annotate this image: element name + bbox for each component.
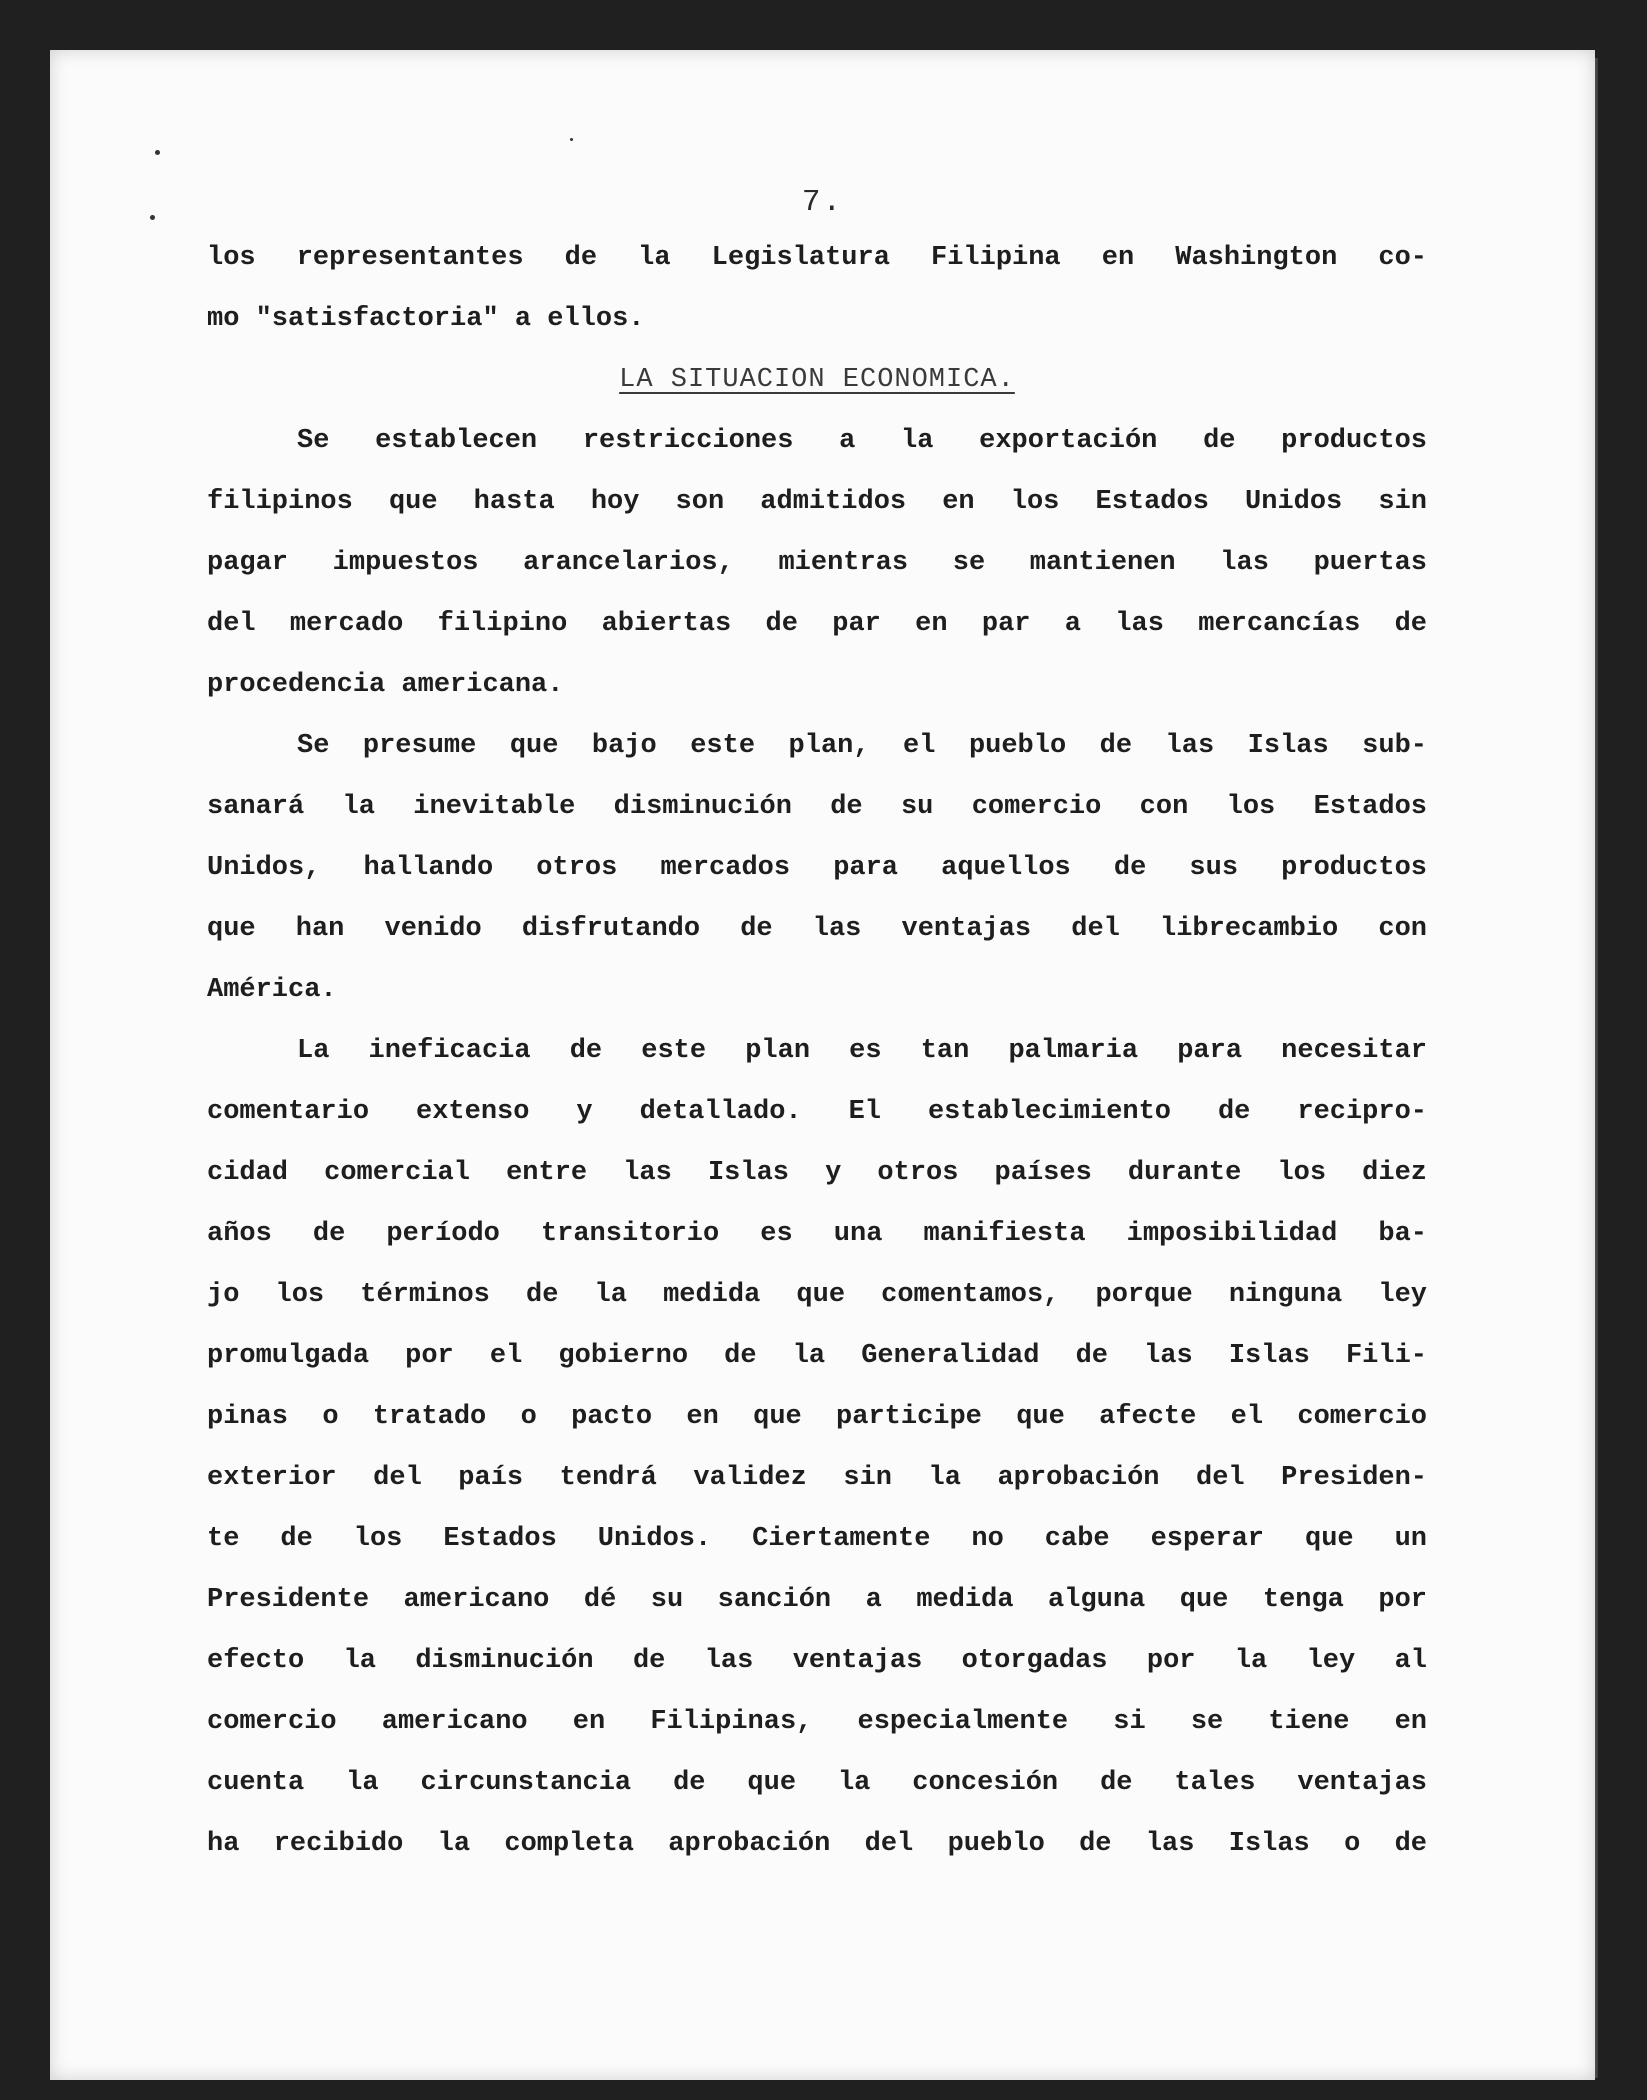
text-line: Presidente americano dé su sanción a medida alguna que tenga por [207, 1585, 1427, 1615]
text-line: Unidos, hallando otros mercados para aquellos de sus productos [207, 853, 1427, 883]
text-line: exterior del país tendrá validez sin la aprobación del Presiden- [207, 1463, 1427, 1493]
text-line: ha recibido la completa aprobación del pueblo de las Islas o de [207, 1829, 1427, 1859]
text-line: Se presume que bajo este plan, el pueblo de las Islas sub- [297, 731, 1427, 761]
body-text [207, 228, 1427, 1875]
text-line: comercio americano en Filipinas, especialmente si se tiene en [207, 1707, 1427, 1737]
dust-speck [150, 215, 155, 220]
section-heading [207, 350, 1427, 411]
text-line: cuenta la circunstancia de que la concesión de tales ventajas [207, 1768, 1427, 1798]
text-line: jo los términos de la medida que comentamos, porque ninguna ley [207, 1280, 1427, 1310]
text-line: años de período transitorio es una manifiesta imposibilidad ba- [207, 1219, 1427, 1249]
text-line: cidad comercial entre las Islas y otros países durante los diez [207, 1158, 1427, 1188]
text-line: te de los Estados Unidos. Ciertamente no cabe esperar que un [207, 1524, 1427, 1554]
text-line: que han venido disfrutando de las ventajas del librecambio con [207, 914, 1427, 944]
dust-speck [155, 150, 160, 155]
text-line: promulgada por el gobierno de la Generalidad de las Islas Fili- [207, 1341, 1427, 1371]
text-line: América. [207, 975, 337, 1005]
text-line: comentario extenso y detallado. El establecimiento de recipro- [207, 1097, 1427, 1127]
text-line: pagar impuestos arancelarios, mientras se mantienen las puertas [207, 548, 1427, 578]
text-line: del mercado filipino abiertas de par en par a las mercancías de [207, 609, 1427, 639]
text-line: La ineficacia de este plan es tan palmaria para necesitar [297, 1036, 1427, 1066]
text-line: mo "satisfactoria" a ellos. [207, 304, 645, 334]
text-line: pinas o tratado o pacto en que participe que afecte el comercio [207, 1402, 1427, 1432]
page-number: 7. [801, 185, 844, 220]
text-line: filipinos que hasta hoy son admitidos en los Estados Unidos sin [207, 487, 1427, 517]
text-line: efecto la disminución de las ventajas otorgadas por la ley al [207, 1646, 1427, 1676]
text-line: los representantes de la Legislatura Filipina en Washington co- [207, 243, 1427, 273]
text-line: procedencia americana. [207, 670, 564, 700]
dust-speck [570, 138, 573, 141]
text-line: sanará la inevitable disminución de su comercio con los Estados [207, 792, 1427, 822]
section-heading-text: LA SITUACION ECONOMICA. [619, 365, 1015, 395]
text-line: Se establecen restricciones a la exportación de productos [297, 426, 1427, 456]
